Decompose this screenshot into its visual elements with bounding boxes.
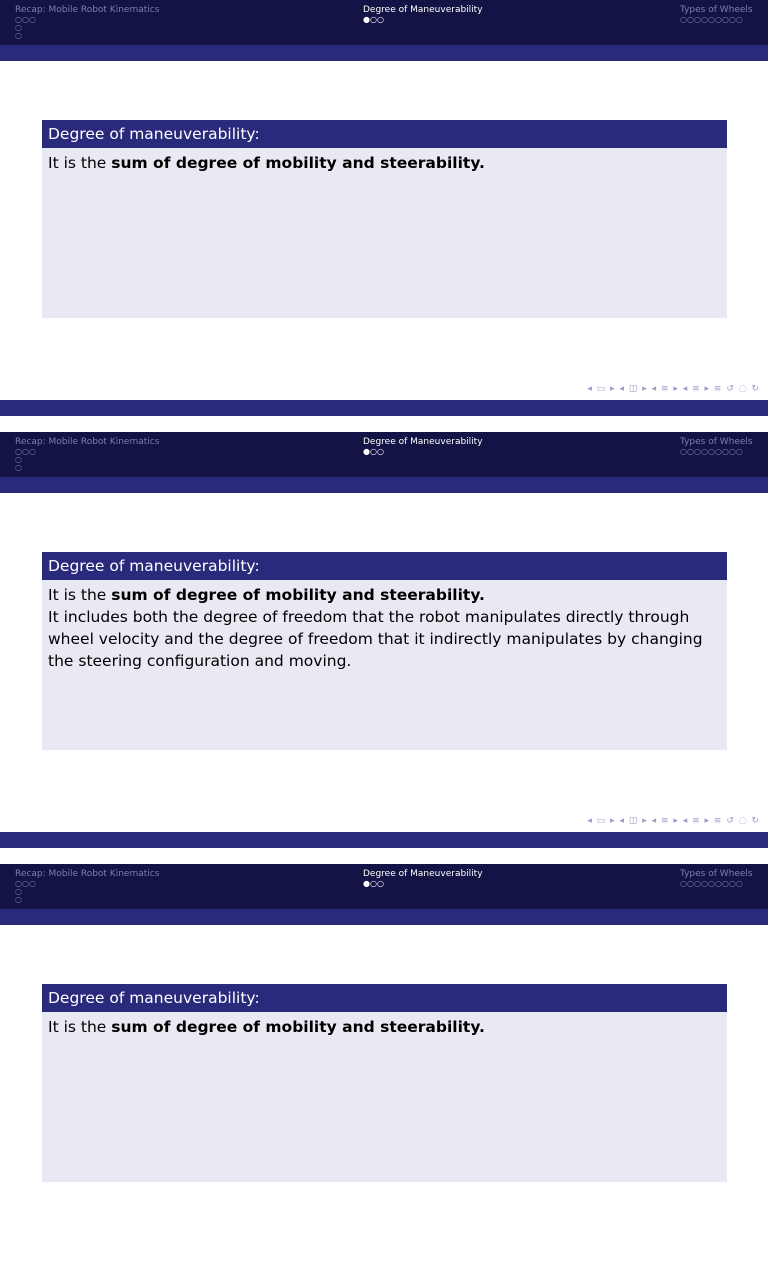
subheadline-bar [0, 45, 768, 61]
footer-bar [0, 400, 768, 416]
nav-dots[interactable]: ○○○ [15, 447, 36, 456]
nav-dots[interactable]: ○ [15, 895, 22, 904]
nav-dots[interactable]: ○○○ [15, 879, 36, 888]
definition-explanation: It includes both the degree of freedom that the robot manipulates directly through wheel velocity and the degree of freedom that it indirectly manipulates by changing the steering configuration and moving. [48, 608, 703, 670]
definition-prefix: It is the [48, 586, 112, 604]
nav-section-wheels[interactable] [680, 437, 753, 456]
nav-section-label: Degree of Maneuverability [363, 437, 483, 447]
nav-dots[interactable]: ○ [15, 23, 22, 32]
slide-1 [0, 0, 768, 400]
block-title: Degree of maneuverability: [42, 120, 727, 148]
slide-separator [0, 832, 768, 864]
subheadline-bar [0, 477, 768, 493]
headline-bar [0, 864, 768, 909]
nav-dots[interactable]: ○○○○○○○○○ [680, 15, 743, 24]
nav-dots[interactable]: ●○○ [363, 879, 384, 888]
nav-section-wheels[interactable] [680, 5, 753, 24]
headline-bar [0, 0, 768, 45]
nav-section-label: Recap: Mobile Robot Kinematics [15, 437, 160, 447]
block-body [42, 148, 727, 318]
subheadline-bar [0, 909, 768, 925]
definition-bold: sum of degree of mobility and steerability. [111, 586, 485, 604]
definition-line [48, 584, 721, 606]
nav-section-label: Types of Wheels [680, 869, 753, 879]
beamer-navigation-symbols[interactable]: ◂ ▭ ▸ ◂ ◫ ▸ ◂ ≡ ▸ ◂ ≡ ▸ ≡ ↺ ◌ ↻ [587, 384, 760, 394]
nav-dots[interactable]: ○○○○○○○○○ [680, 879, 743, 888]
nav-section-maneuverability[interactable] [363, 869, 483, 888]
definition-prefix: It is the [48, 1018, 112, 1036]
nav-section-recap[interactable] [15, 437, 159, 472]
definition-bold: sum of degree of mobility and steerability. [111, 154, 485, 172]
definition-line [48, 1016, 721, 1038]
definition-block [42, 120, 727, 318]
block-title: Degree of maneuverability: [42, 552, 727, 580]
nav-section-maneuverability[interactable] [363, 5, 483, 24]
headline-bar [0, 432, 768, 477]
nav-dots[interactable]: ●○○ [363, 15, 384, 24]
nav-section-recap[interactable] [15, 5, 159, 40]
definition-block [42, 984, 727, 1182]
nav-dots[interactable]: ○ [15, 31, 22, 40]
block-body [42, 580, 727, 750]
nav-dots[interactable]: ○ [15, 887, 22, 896]
nav-section-label: Recap: Mobile Robot Kinematics [15, 869, 160, 879]
nav-section-label: Degree of Maneuverability [363, 869, 483, 879]
nav-section-label: Types of Wheels [680, 5, 753, 15]
nav-dots[interactable]: ●○○ [363, 447, 384, 456]
nav-section-label: Degree of Maneuverability [363, 5, 483, 15]
beamer-navigation-symbols[interactable]: ◂ ▭ ▸ ◂ ◫ ▸ ◂ ≡ ▸ ◂ ≡ ▸ ≡ ↺ ◌ ↻ [587, 816, 760, 826]
definition-prefix: It is the [48, 154, 112, 172]
nav-dots[interactable]: ○○○ [15, 15, 36, 24]
nav-section-wheels[interactable] [680, 869, 753, 888]
nav-dots[interactable]: ○ [15, 463, 22, 472]
nav-section-recap[interactable] [15, 869, 159, 904]
definition-line [48, 152, 721, 174]
definition-block [42, 552, 727, 750]
nav-dots[interactable]: ○○○○○○○○○ [680, 447, 743, 456]
slide-3 [0, 864, 768, 1264]
definition-bold: sum of degree of mobility and steerability. [111, 1018, 485, 1036]
nav-dots[interactable]: ○ [15, 455, 22, 464]
nav-section-label: Types of Wheels [680, 437, 753, 447]
nav-section-label: Recap: Mobile Robot Kinematics [15, 5, 160, 15]
block-body [42, 1012, 727, 1182]
slide-2 [0, 432, 768, 832]
footer-bar [0, 832, 768, 848]
block-title: Degree of maneuverability: [42, 984, 727, 1012]
nav-section-maneuverability[interactable] [363, 437, 483, 456]
slide-separator [0, 400, 768, 432]
